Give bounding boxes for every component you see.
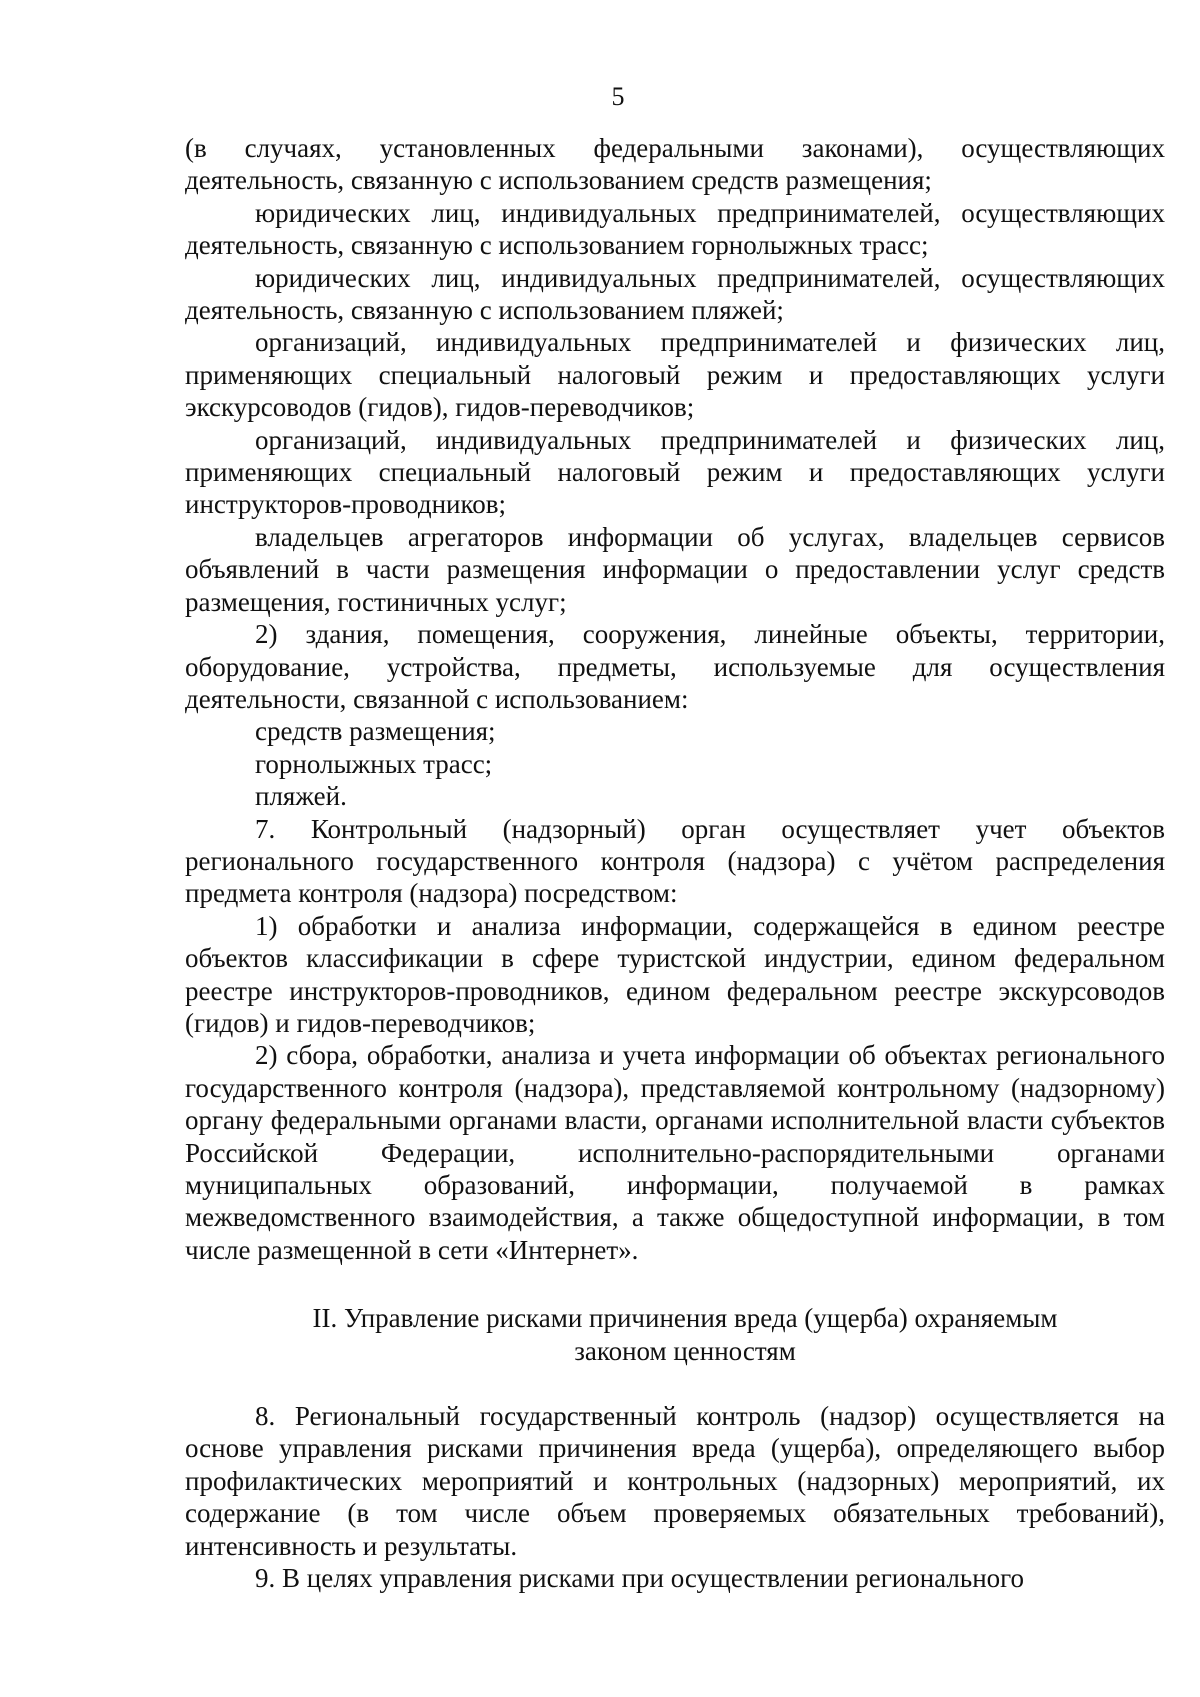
page-number: 5	[611, 82, 625, 111]
section-heading: II. Управление рисками причинения вреда (ущерба) охраняемым законом ценностям	[312, 1303, 1058, 1366]
paragraph-clause: 7. Контрольный (надзорный) орган осуществляет учет объектов регионального государственного контроля (надзора) с учётом распределения предмета контроля (надзора) посредством:	[185, 813, 1165, 909]
document-body	[185, 132, 1165, 1594]
paragraph-list-entry: владельцев агрегаторов информации об услугах, владельцев сервисов объявлений в части размещения информации о предоставлении услуг средств размещения, гостиничных услуг;	[185, 521, 1165, 617]
paragraph-clause: 9. В целях управления рисками при осуществлении регионального	[255, 1563, 1025, 1594]
paragraph-short-item: горнолыжных трасс;	[255, 748, 493, 779]
paragraph-list-entry: юридических лиц, индивидуальных предпринимателей, осуществляющих деятельность, связанную с использованием пляжей;	[185, 262, 1165, 326]
paragraph-subitem: 2) сбора, обработки, анализа и учета информации об объектах регионального государственного контроля (надзора), представляемой контрольному (надзорному) органу федеральными органами власти, органами исполнительной власти субъектов Российской Федерации, исполнительно-распорядительными органами муниципальных образований, информации, получаемой в рамках межведомственного взаимодействия, а также общедоступной информации, в том числе размещенной в сети «Интернет».	[185, 1040, 1165, 1265]
paragraph-list-entry: организаций, индивидуальных предпринимателей и физических лиц, применяющих специальный налоговый режим и предоставляющих услуги инструкторов-проводников;	[185, 424, 1165, 520]
paragraph-short-item: пляжей.	[255, 781, 347, 812]
paragraph-continuation: (в случаях, установленных федеральными законами), осуществляющих деятельность, связанную с использованием средств размещения;	[185, 133, 1165, 196]
paragraph-subitem: 2) здания, помещения, сооружения, линейные объекты, территории, оборудование, устройства, предметы, используемые для осуществления деятельности, связанной с использованием:	[185, 619, 1165, 714]
paragraph-list-entry: юридических лиц, индивидуальных предпринимателей, осуществляющих деятельность, связанную с использованием горнолыжных трасс;	[185, 197, 1165, 261]
paragraph-clause: 8. Региональный государственный контроль (надзор) осуществляется на основе управления рисками причинения вреда (ущерба), определяющего выбор профилактических мероприятий и контрольных (надзорных) мероприятий, их содержание (в том числе объем проверяемых обязательных требований), интенсивность и результаты.	[185, 1401, 1165, 1561]
paragraph-subitem: 1) обработки и анализа информации, содержащейся в едином реестре объектов классификации в сфере туристской индустрии, едином федеральном реестре инструкторов-проводников, едином федеральном реестре экскурсоводов (гидов) и гидов-переводчиков;	[185, 910, 1165, 1038]
paragraph-list-entry: организаций, индивидуальных предпринимателей и физических лиц, применяющих специальный налоговый режим и предоставляющих услуги экскурсоводов (гидов), гидов-переводчиков;	[185, 327, 1165, 423]
paragraph-short-item: средств размещения;	[255, 716, 496, 747]
